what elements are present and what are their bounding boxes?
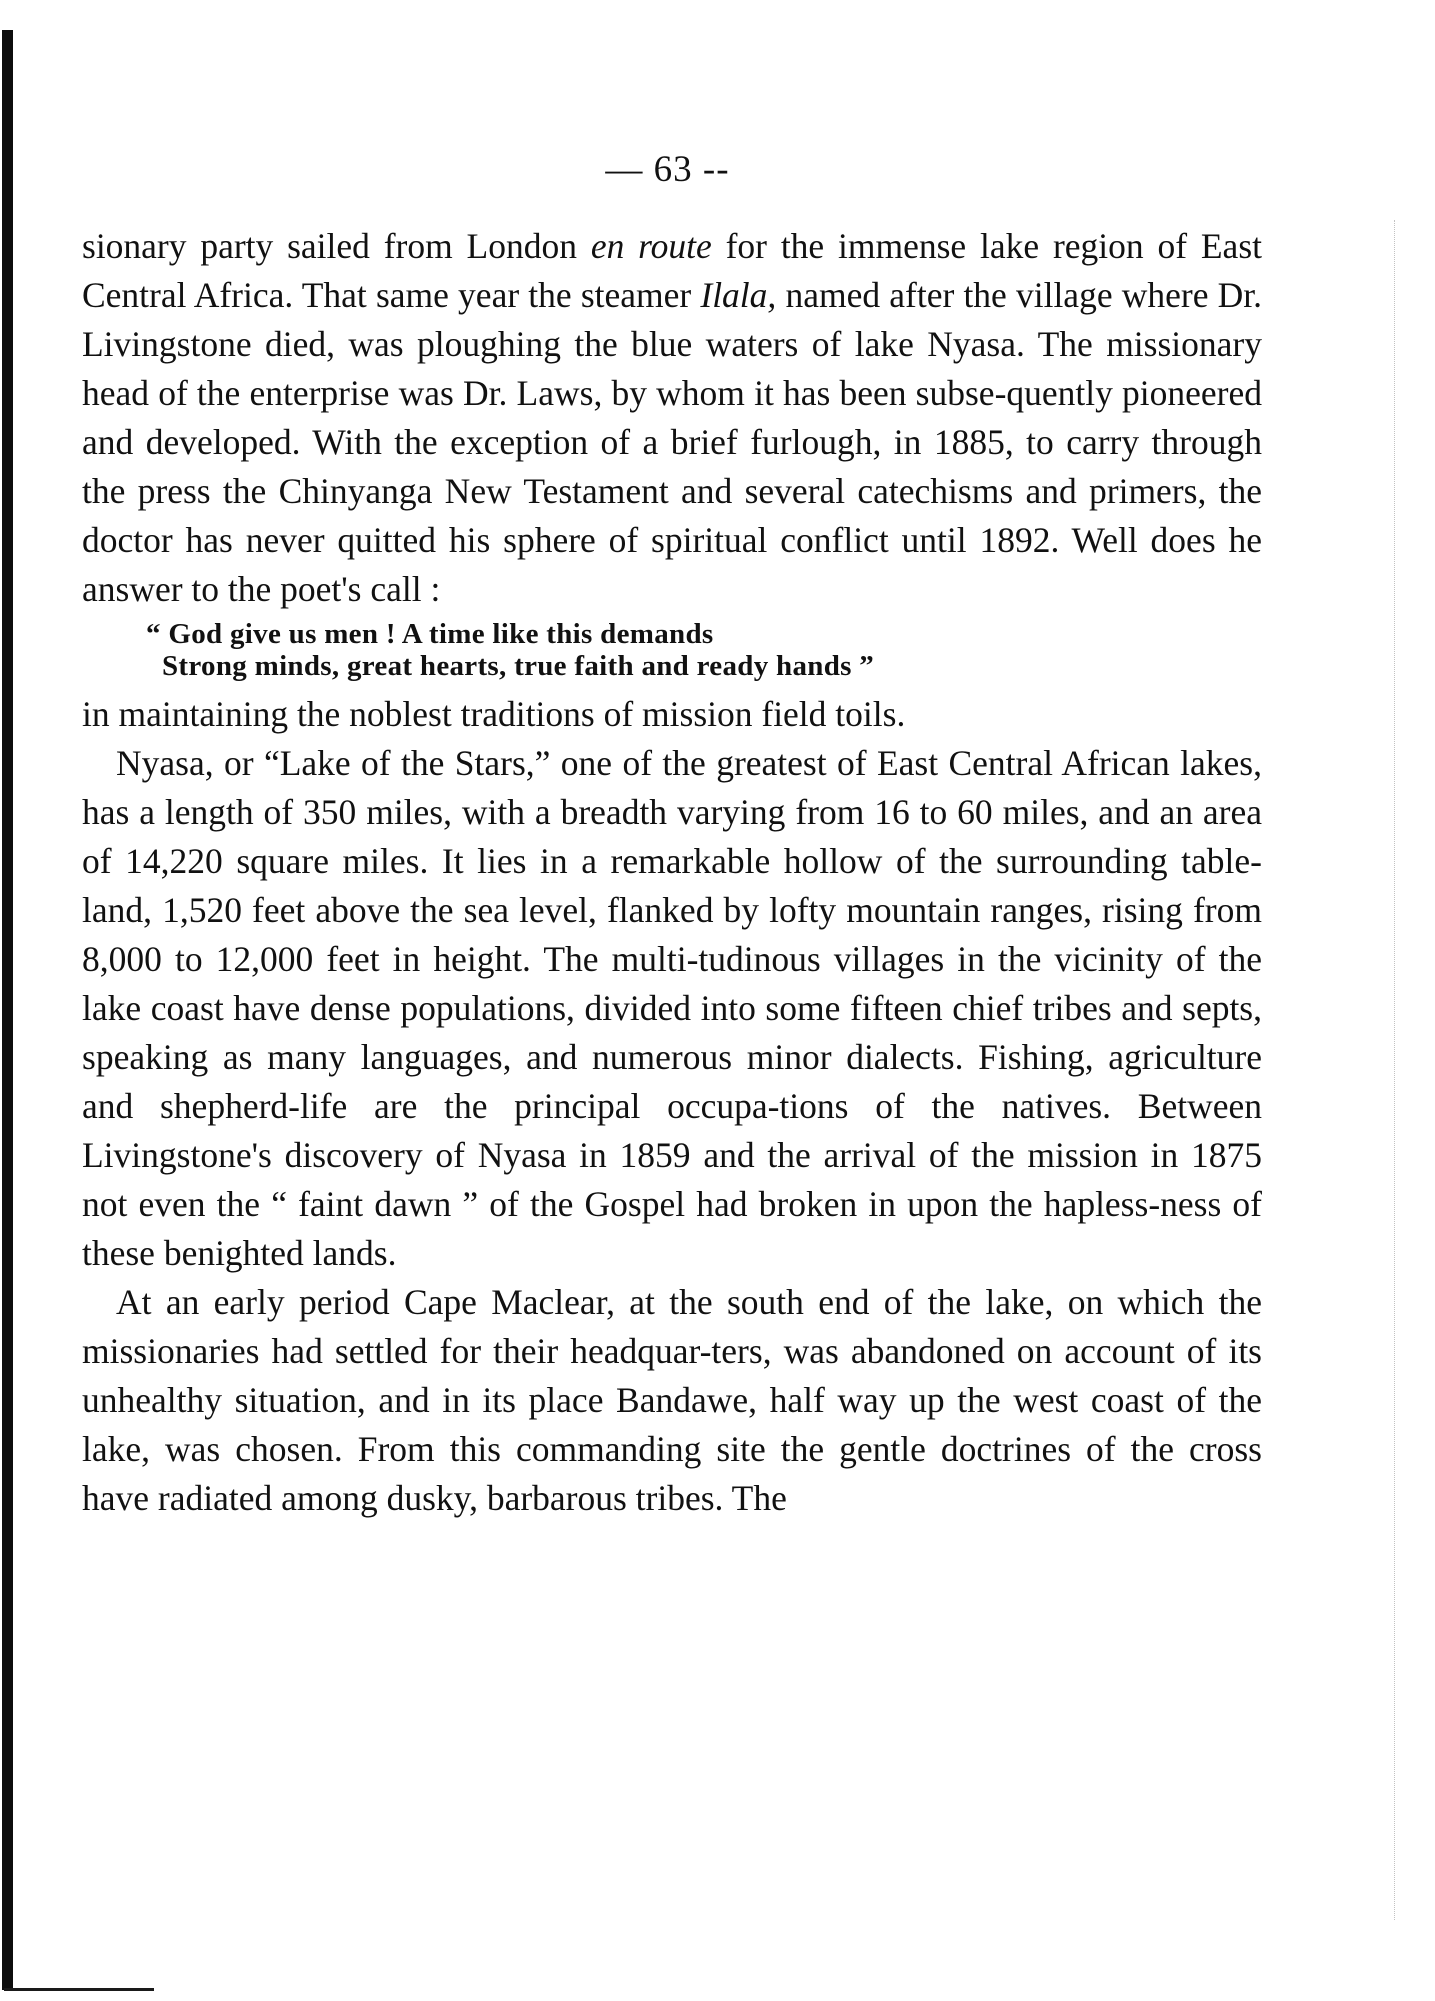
paragraph-1-text-c: named after the village where Dr. Livingstone died, was ploughing the blue waters of lake Nyasa. The missionary head of the enterprise was Dr. Laws, by whom it has been subse-quently pioneered and developed. With the exception of a brief furlough, in 1885, to carry through the press the Chinyanga New Testament and several catechisms and primers, the doctor has never quitted his sphere of spiritual conflict until 1892. Well does he answer to the poet's call : [82, 275, 1262, 609]
paragraph-1-text-b: for the immense lake region of East Central Africa. That same year the steamer [82, 226, 1262, 315]
scan-bottom-edge [4, 1988, 154, 1991]
paragraph-1-italic-en-route: en route [590, 226, 712, 266]
page-number: — 63 -- [605, 149, 730, 190]
paragraph-1-italic-ilala: Ilala, [700, 275, 777, 315]
poem-line-1: “ God give us men ! A time like this demands [146, 618, 714, 650]
poem-quote [82, 618, 1262, 682]
paragraph-3: At an early period Cape Maclear, at the south end of the lake, on which the missionaries had settled for their headquar-ters, was abandoned on account of its unhealthy situation, and in its place Bandawe, half way up the west coast of the lake, was chosen. From this commanding site the gentle doctrines of the cross have radiated among dusky, barbarous tribes. The [82, 1282, 1262, 1518]
paragraph-1-text-a: sionary party sailed from London [82, 226, 591, 266]
paragraph-1 [82, 222, 1262, 614]
body-text [82, 222, 1262, 1523]
poem-line-2: Strong minds, great hearts, true faith and ready hands ” [162, 650, 875, 682]
scan-margin-specks [1394, 220, 1435, 1920]
paragraph-1-conclusion: in maintaining the noblest traditions of mission field toils. [82, 694, 906, 734]
scan-binding-edge [2, 30, 13, 1990]
paragraph-2: Nyasa, or “Lake of the Stars,” one of the greatest of East Central African lakes, has a length of 350 miles, with a breadth varying from 16 to 60 miles, and an area of 14,220 square miles. It lies in a remarkable hollow of the surrounding table-land, 1,520 feet above the sea level, flanked by lofty mountain ranges, rising from 8,000 to 12,000 feet in height. The multi-tudinous villages in the vicinity of the lake coast have dense populations, divided into some fifteen chief tribes and septs, speaking as many languages, and numerous minor dialects. Fishing, agriculture and shepherd-life are the principal occupa-tions of the natives. Between Livingstone's discovery of Nyasa in 1859 and the arrival of the mission in 1875 not even the “ faint dawn ” of the Gospel had broken in upon the hapless-ness of these benighted lands. [82, 743, 1262, 1273]
